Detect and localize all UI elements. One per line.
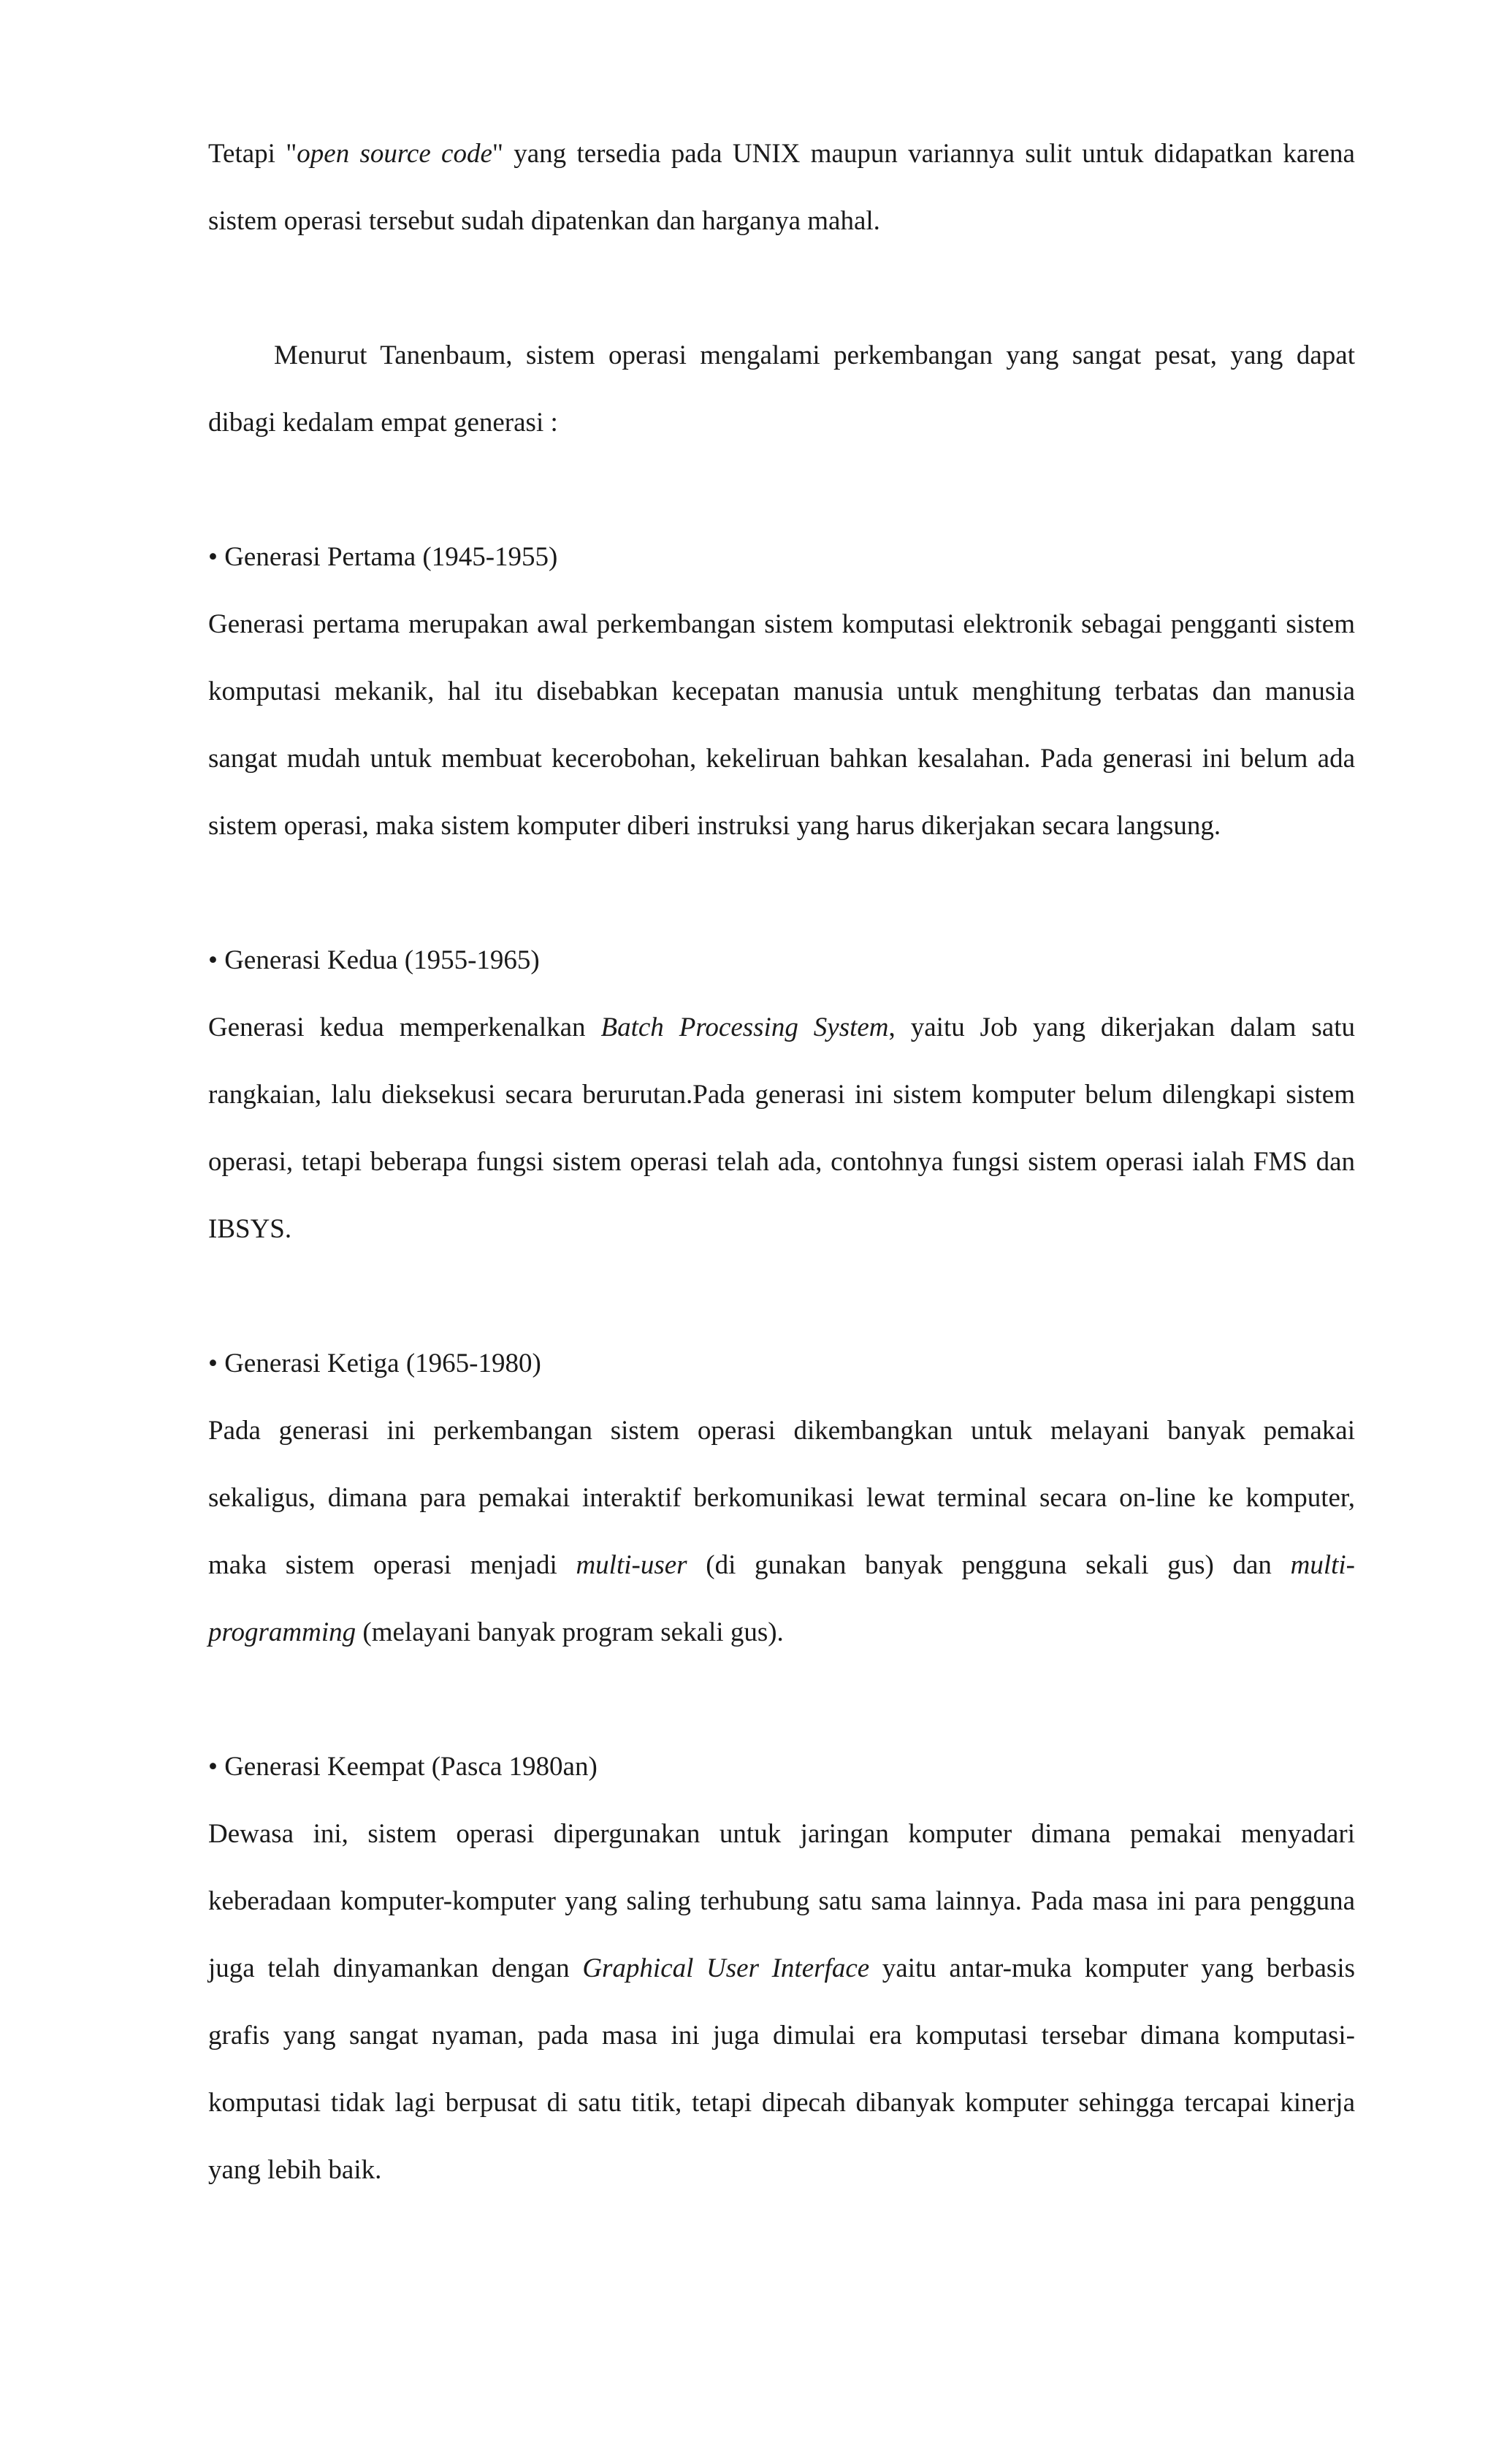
- gen3-text-c: (melayani banyak program sekali gus).: [356, 1617, 784, 1647]
- gen2-emphasis: Batch Processing System: [600, 1012, 889, 1042]
- spacer: [208, 255, 1355, 322]
- section-text-gen2: [208, 994, 1355, 1263]
- gen2-text-a: Generasi kedua memperkenalkan: [208, 1012, 601, 1042]
- document-page: [208, 121, 1355, 2204]
- gen3-emphasis-multi-user: multi-user: [576, 1550, 687, 1580]
- section-text-gen1: Generasi pertama merupakan awal perkembangan sistem komputasi elektronik sebagai pengganti sistem komputasi mekanik, hal itu disebabkan kecepatan manusia untuk menghitung terbatas dan manusia sangat mudah untuk membuat kecerobohan, kekeliruan bahkan kesalahan. Pada generasi ini belum ada sistem operasi, maka sistem komputer diberi instruksi yang harus dikerjakan secara langsung.: [208, 609, 1355, 841]
- spacer: [208, 457, 1355, 524]
- spacer: [208, 1666, 1355, 1733]
- section-heading-gen4: • Generasi Keempat (Pasca 1980an): [208, 1752, 598, 1782]
- intro-text-b: " yang tersedia pada UNIX maupun variannya sulit untuk didapatkan karena sistem operasi tersebut sudah dipatenkan dan harganya mahal.: [208, 139, 1355, 236]
- gen3-text-a: Pada generasi ini perkembangan sistem operasi dikembangkan untuk melayani banyak pemakai sekaligus, dimana para pemakai interaktif berkomunikasi lewat terminal secara on-line ke komputer, maka sistem operasi menjadi: [208, 1416, 1355, 1580]
- gen3-text-b: (di gunakan banyak pengguna sekali gus) dan: [687, 1550, 1291, 1580]
- gen3-emphasis-multi-programming: multi-programming: [208, 1550, 1355, 1647]
- intro-text-a: Tetapi ": [208, 139, 297, 169]
- section-heading-gen2: • Generasi Kedua (1955-1965): [208, 945, 540, 975]
- section-heading-gen3: • Generasi Ketiga (1965-1980): [208, 1349, 541, 1378]
- section-heading-gen1: • Generasi Pertama (1945-1955): [208, 542, 558, 572]
- section-text-gen4: [208, 1801, 1355, 2204]
- spacer: [208, 1263, 1355, 1330]
- gen4-text-a: Dewasa ini, sistem operasi dipergunakan untuk jaringan komputer dimana pemakai menyadari keberadaan komputer-komputer yang saling terhubung satu sama lainnya. Pada masa ini para pengguna juga telah dinyamankan dengan: [208, 1819, 1355, 1983]
- tanenbaum-paragraph: Menurut Tanenbaum, sistem operasi mengalami perkembangan yang sangat pesat, yang dapat dibagi kedalam empat generasi :: [208, 340, 1355, 438]
- gen2-text-b: , yaitu Job yang dikerjakan dalam satu rangkaian, lalu dieksekusi secara berurutan.Pada generasi ini sistem komputer belum dilengkapi sistem operasi, tetapi beberapa fungsi sistem operasi telah ada, contohnya fungsi sistem operasi ialah FMS dan IBSYS.: [208, 1012, 1355, 1244]
- intro-emphasis: open source code: [297, 139, 492, 169]
- spacer: [208, 860, 1355, 927]
- gen4-emphasis: Graphical User Interface: [582, 1953, 870, 1983]
- gen4-text-b: yaitu antar-muka komputer yang berbasis grafis yang sangat nyaman, pada masa ini juga dimulai era komputasi tersebar dimana komputasi-komputasi tidak lagi berpusat di satu titik, tetapi dipecah dibanyak komputer sehingga tercapai kinerja yang lebih baik.: [208, 1953, 1356, 2185]
- intro-paragraph: [208, 121, 1355, 255]
- section-text-gen3: [208, 1397, 1355, 1666]
